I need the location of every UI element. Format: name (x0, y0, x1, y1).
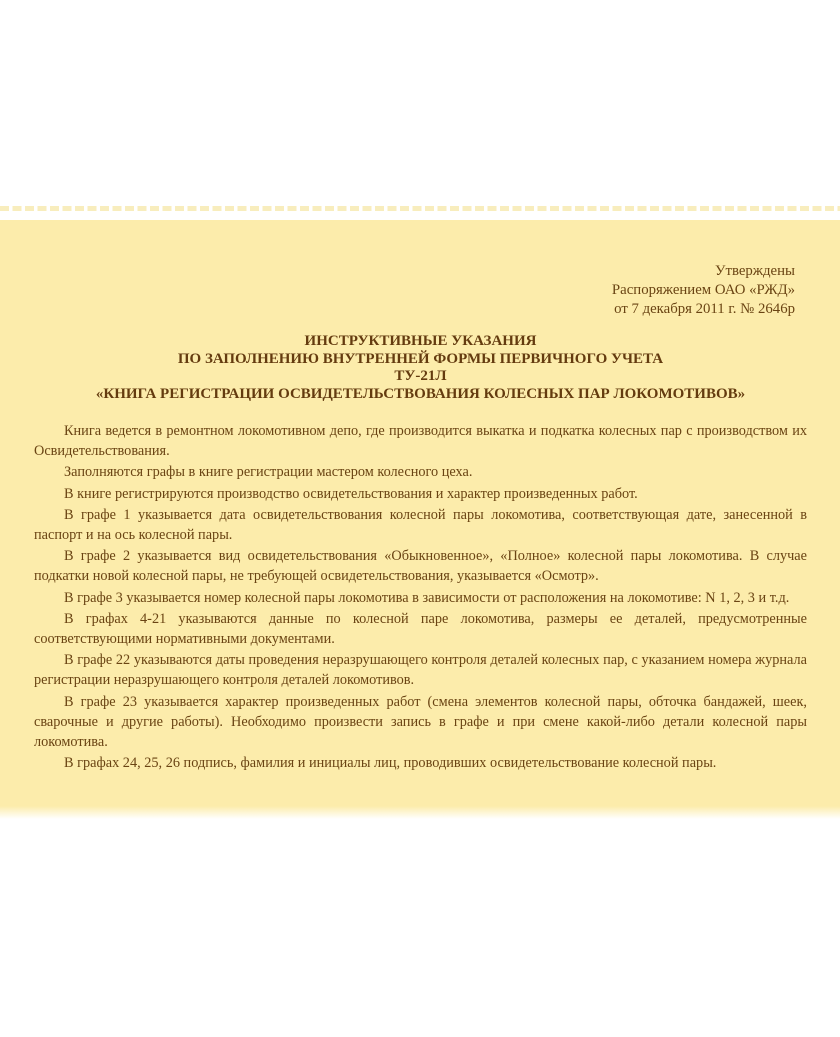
document-page (0, 220, 840, 806)
paragraph: В графах 24, 25, 26 подпись, фамилия и инициалы лиц, проводивших освидетельствование колесной пары. (64, 755, 717, 772)
paragraph: Книга ведется в ремонтном локомотивном депо, где производится выкатка и подкатка колесных пар с производством их Освидетельствования. (34, 423, 807, 460)
paragraph: В графах 4-21 указываются данные по колесной паре локомотива, размеры ее деталей, предусмотренные соответствующими нормативными документами. (34, 610, 807, 648)
approval-line-2: Распоряжением ОАО «РЖД» (611, 282, 795, 298)
title-line-3: ТУ-21Л (394, 368, 447, 385)
title-line-4: «КНИГА РЕГИСТРАЦИИ ОСВИДЕТЕЛЬСТВОВАНИЯ КОЛЕСНЫХ ПАР ЛОКОМОТИВОВ» (95, 385, 746, 402)
document-title (34, 333, 807, 403)
page-perforation-line (0, 206, 840, 211)
paragraph: В графе 2 указывается вид освидетельствования «Обыкновенное», «Полное» колесной пары локомотива. В случае подкатки новой колесной пары, не требующей освидетельствования, указывается «Осмотр». (34, 548, 807, 585)
approval-line-1: Утверждены (715, 263, 795, 279)
approval-block (612, 262, 795, 319)
paragraph: В книге регистрируются производство освидетельствования и характер произведенных работ. (64, 485, 638, 502)
title-line-2: ПО ЗАПОЛНЕНИЮ ВНУТРЕННЕЙ ФОРМЫ ПЕРВИЧНОГО УЧЕТА (177, 350, 664, 367)
page-bottom-edge-fade (0, 806, 840, 819)
paragraph: В графе 1 указывается дата освидетельствования колесной пары локомотива, соответствующая дате, занесенной в паспорт и на ось колесной пары. (34, 506, 807, 544)
paragraph: В графе 3 указывается номер колесной пары локомотива в зависимости от расположения на локомотиве: N 1, 2, 3 и т.д. (64, 589, 790, 606)
approval-line-3: от 7 декабря 2011 г. № 2646р (614, 301, 795, 317)
paragraph: В графе 23 указывается характер произведенных работ (смена элементов колесной пары, обточка бандажей, шеек, сварочные и другие работы). Необходимо произвести запись в графе и при смене какой-либо детали колесной пары локомотива. (34, 693, 807, 751)
title-line-1: ИНСТРУКТИВНЫЕ УКАЗАНИЯ (304, 333, 537, 349)
document-body (34, 421, 807, 774)
paragraph: Заполняются графы в книге регистрации мастером колесного цеха. (64, 464, 473, 481)
paragraph: В графе 22 указываются даты проведения неразрушающего контроля деталей колесных пар, с указанием номера журнала регистрации неразрушающего контроля деталей локомотивов. (34, 652, 807, 689)
